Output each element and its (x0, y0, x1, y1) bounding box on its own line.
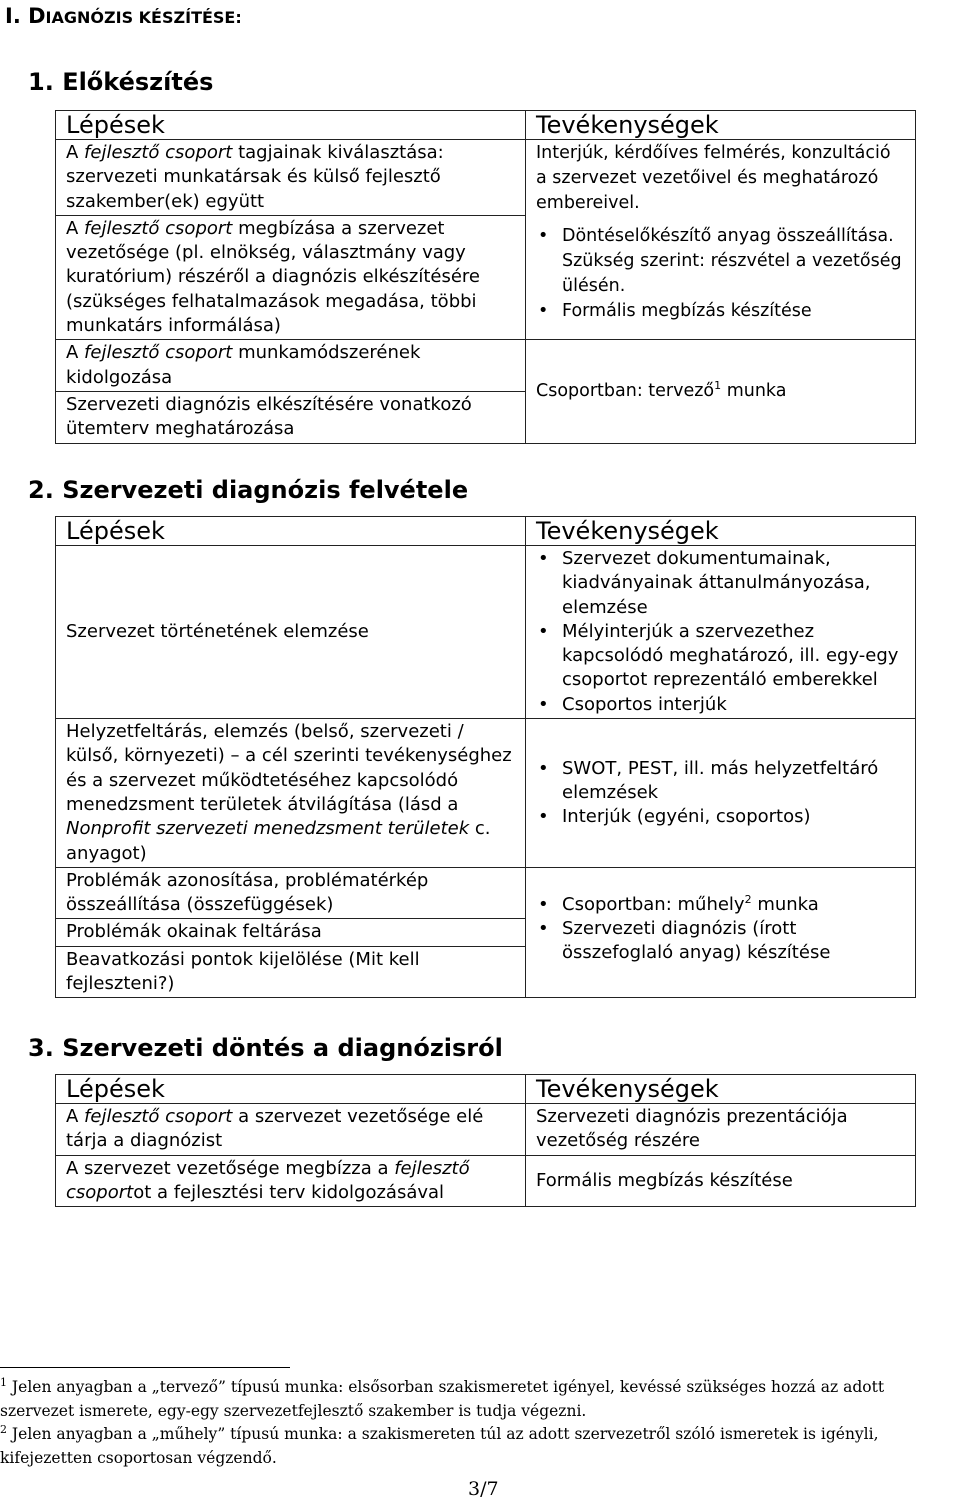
italic-term: fejlesztő csoport (84, 342, 233, 364)
list-item: • Szervezeti diagnózis (írott összefoglaló anyag) készítése (536, 917, 905, 966)
activity-cell (526, 719, 916, 868)
steps-column-header: Lépések (56, 1075, 526, 1104)
activity-bullets (536, 757, 905, 830)
italic-term: fejlesztő csoport (84, 1106, 233, 1127)
section-title-text: Előkészítés (62, 68, 214, 96)
activity-bullets (536, 893, 905, 966)
step-cell: A fejlesztő csoport megbízása a szervezet vezetősége (pl. elnökség, választmány vagy kuratórium) részéről a diagnózis elkészítésére (szükséges felhatalmazások megadása, többi munkatárs informálása) (56, 215, 526, 339)
footnote-ref: 1 (714, 379, 722, 393)
section-2-title (28, 476, 468, 504)
heading-first-letter: D (28, 4, 46, 28)
activity-cell (526, 867, 916, 997)
step-cell: Helyzetfeltárás, elemzés (belső, szervezeti / külső, környezeti) – a cél szerinti tevékenységhez és a szervezet működtetéséhez kapcsolódó menedzsment területek átvilágítása (lásd a Nonprofit szervezeti menedzsment területek c. anyagot) (56, 719, 526, 868)
activities-column-header: Tevékenységek (526, 517, 916, 546)
italic-term: fejlesztő csoport (84, 142, 233, 163)
steps-column-header: Lépések (56, 111, 526, 140)
step-cell: A fejlesztő csoport tagjainak kiválasztása: szervezeti munkatársak és külső fejlesztő szakember(ek) együtt (56, 140, 526, 216)
list-item: • Formális megbízás készítése (536, 299, 905, 324)
activity-cell (526, 546, 916, 719)
section-number: 1. (28, 68, 54, 96)
step-cell: Szervezeti diagnózis elkészítésére vonatkozó ütemterv meghatározása (56, 391, 526, 443)
activity-group: Csoportban: tervező (536, 381, 715, 402)
section-1-table (55, 110, 916, 444)
step-cell: A szervezet vezetősége megbízza a fejlesztő csoportot a fejlesztési terv kidolgozásával (56, 1155, 526, 1207)
footnote-mark: 1 (0, 1375, 7, 1389)
activity-intro: Interjúk, kérdőíves felmérés, konzultáció a szervezet vezetőivel és meghatározó embereivel. (536, 143, 891, 213)
section-2-table (55, 516, 916, 998)
section-title-text: Szervezeti döntés a diagnózisról (62, 1034, 503, 1062)
dash: – (230, 745, 240, 767)
section-title-text: Szervezeti diagnózis felvétele (62, 476, 469, 504)
footnotes (0, 1376, 958, 1470)
list-item: • Döntéselőkészítő anyag összeállítása. Szükség szerint: részvétel a vezetőség ülésén. (536, 224, 905, 299)
activity-cell (526, 140, 916, 340)
heading-rest: IAGNÓZIS KÉSZÍTÉSE: (45, 8, 242, 27)
footnote-mark: 2 (0, 1422, 7, 1436)
footnote-1: $^1$ Jelen anyagban a „tervező” típusú munka: elsősorban szakismeretet igényel, kevéssé szükséges hozzá az adott szervezet ismerete, egy-egy szervezetfejlesztő szakember is tudja végezni. (0, 1375, 885, 1420)
section-number: 3. (28, 1034, 54, 1062)
list-item: • Interjúk (egyéni, csoportos) (536, 805, 905, 829)
footnote-separator (0, 1367, 290, 1368)
step-cell: Problémák okainak feltárása (56, 919, 526, 946)
step-cell: A fejlesztő csoport a szervezet vezetősége elé tárja a diagnózist (56, 1104, 526, 1156)
list-item: • SWOT, PEST, ill. más helyzetfeltáró elemzések (536, 757, 905, 806)
activity-cell: Formális megbízás készítése (526, 1155, 916, 1207)
italic-reference: Nonprofit szervezeti menedzsment területek (66, 818, 470, 840)
step-cell: Szervezet történetének elemzése (56, 546, 526, 719)
activity-cell: Szervezeti diagnózis prezentációja vezetőség részére (526, 1104, 916, 1156)
section-3-table (55, 1074, 916, 1207)
activities-column-header: Tevékenységek (526, 1075, 916, 1104)
activity-cell: Csoportban: tervező$^1$ munka (526, 340, 916, 443)
activities-column-header: Tevékenységek (526, 111, 916, 140)
page-number: 3/7 (468, 1478, 499, 1500)
list-item: • Szervezet dokumentumainak, kiadványainak áttanulmányozása, elemzése (536, 547, 905, 620)
section-3-title (28, 1034, 503, 1062)
list-item: • Csoportban: műhely$^2$ munka (536, 893, 905, 917)
list-item: • Csoportos interjúk (536, 693, 905, 717)
section-number: 2. (28, 476, 54, 504)
footnote-ref: 2 (744, 892, 752, 906)
steps-column-header: Lépések (56, 517, 526, 546)
step-cell: A fejlesztő csoport munkamódszerének kidolgozása (56, 340, 526, 392)
heading-roman: I. (5, 4, 21, 28)
italic-term: fejlesztő csoport (84, 217, 233, 239)
page-heading (5, 4, 242, 28)
list-item: • Mélyinterjúk a szervezethez kapcsolódó meghatározó, ill. egy-egy csoportot reprezentáló emberekkel (536, 620, 905, 693)
italic-term: fejlesztő csoport (66, 1157, 470, 1203)
activity-bullets (536, 224, 905, 324)
section-1-title (28, 68, 213, 96)
activity-bullets (536, 547, 905, 717)
step-cell: Beavatkozási pontok kijelölése (Mit kell fejleszteni?) (56, 946, 526, 998)
footnote-2: $^2$ Jelen anyagban a „műhely” típusú munka: a szakismereten túl az adott szervezetről szóló ismeretek is igényli, kifejezetten csoportosan végzendő. (0, 1422, 879, 1467)
step-cell: Problémák azonosítása, problématérkép összeállítása (összefüggések) (56, 867, 526, 919)
